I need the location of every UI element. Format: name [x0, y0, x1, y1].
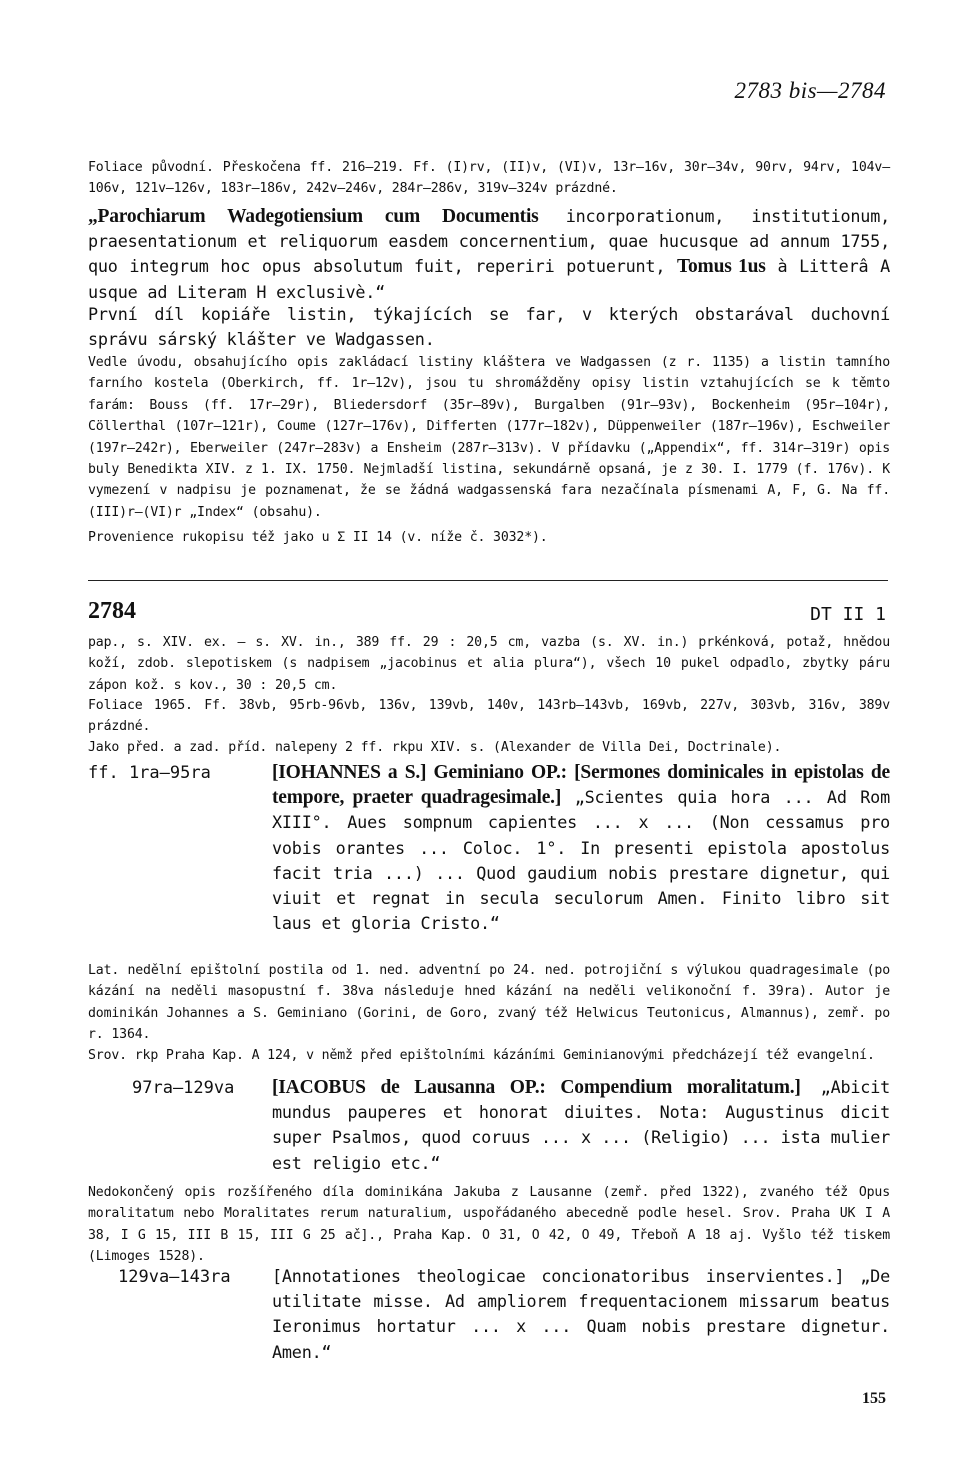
item-content — [272, 1075, 890, 1176]
item-title: [IACOBUS de Lausanna OP.: Compendium moralitatum.] — [272, 1077, 801, 1098]
title-2783 — [88, 204, 890, 305]
shelfmark: DT II 1 — [810, 604, 886, 625]
title-bold-2783: „Parochiarum Wadegotiensium cum Documentis — [88, 206, 539, 227]
section-divider — [88, 580, 888, 581]
item-content — [272, 1264, 890, 1365]
item-note: Nedokončený opis rozšířeného díla dominikána Jakuba z Lausanne (zemř. před 1322), zvaného též Opus moralitatum nebo Moralitates rerum naturalium, uspořádaného abecedně podle hesel. Srov. Praha UK I A 38, I G 15, III B 15, III G 25 ač]., Praha Kap. O 31, O 42, O 49, Třeboň A 18 aj. Vyšlo též tiskem (Limoges 1528). — [88, 1185, 890, 1265]
page-number: 155 — [862, 1390, 886, 1407]
item-text: „Abicit mundus pauperes et honorat diuites. Nota: Augustinus dicit super Psalmos, quod coruus ... x ... (Religio) ... ista mulier est religio etc.“ — [272, 1077, 890, 1173]
title-end-2783: à Litterâ A usque ad Literam H exclusivè.“ — [88, 256, 891, 302]
item-text: [Annotationes theologicae concionatoribus inservientes.] „De utilitate misse. Ad ampliorem frequentacionem missarum beatus Ieronimus hortatur ... x ... Quam nobis prestare dignetur. Amen.“ — [272, 1266, 890, 1362]
item-note: Lat. nedělní epištolní postila od 1. ned. adventní po 24. ned. potrojiční s výlukou quadragesimale (po kázání na neděli masopustní f. 38va následuje hned kázání na neděli velikonoční f. 39ra). Autor je dominikán Johannes a S. Geminiano (Gorini, de Goro, zvaný též Helwicus Teutonicus, Almannus), zemř. po r. 1364. — [88, 963, 890, 1043]
item-title: [IOHANNES a S.] Geminiano OP.: [Sermones dominicales in epistolas de tempore, praeter quadragesimale.] — [272, 762, 890, 809]
entry-number: 2784 — [88, 598, 136, 624]
running-head: 2783 bis—2784 — [734, 78, 886, 103]
folio-range: 129va—143ra — [118, 1267, 231, 1287]
item-note: Srov. rkp Praha Kap. A 124, v němž před epištolními kázáními Geminianovými předcházejí též evangelní. — [88, 1048, 875, 1063]
foliation-note-2783: Foliace původní. Přeskočena ff. 216—219. Ff. (I)rv, (II)v, (VI)v, 13r—16v, 30r—34v, 90rv, 94rv, 104v—106v, 121v—126v, 183r—186v, 242v—246v, 284r—286v, 319v—324v prázdné. — [88, 160, 890, 197]
czech-description-2783: První díl kopiáře listin, týkajících se far, v kterých obstarával duchovní správu sárský klášter ve Wadgassen. — [88, 304, 890, 350]
content-note-2783: Vedle úvodu, obsahujícího opis zakládací listiny kláštera ve Wadgassen (z r. 1135) a listin tamního farního kostela (Oberkirch, ff. 1r—12v), jsou tu shromážděny opisy listin vztahujících se k těmto farám: Bouss (ff. 17r—29r), Bliedersdorf (35r—89v), Burgalben (91r—93v), Bockenheim (95r—104r), Cöllerthal (107r—121r), Coume (127r—176v), Differten (177r—182v), Düppenweiler (187r—196v), Eschweiler (197r—242r), Eberweiler (247r—283v) a Ensheim (287r—313v). V přídavku („Appendix“, ff. 314r—319r) opis buly Benedikta XIV. z 1. IX. 1750. Nejmladší listina, sekundárně opsaná, je z 30. I. 1779 (f. 176v). K vymezení v nadpisu je poznamenat, že se žádná wadgassenská fara nezačínala písmenami A, F, G. Na ff. (III)r—(VI)r „Index“ (obsahu). — [88, 355, 890, 520]
flyleaf-note: Jako před. a zad. příd. nalepeny 2 ff. rkpu XIV. s. (Alexander de Villa Dei, Doctrinale). — [88, 740, 782, 755]
item-text: „Scientes quia hora ... Ad Rom XIII°. Aues sompnum capientes ... x ... (Non cessamus pro vobis orantes ... Coloc. 1°. In presenti epistola apostolus facit tria ...) ... Quod gaudium nobis prestare dignetur, qui viuit et regnat in secula seculorum Amen. Finito libro sit laus et gloria Cristo.“ — [272, 787, 890, 934]
provenance-2783: Provenience rukopisu též jako u Σ II 14 (v. níže č. 3032*). — [88, 530, 548, 545]
item-content — [272, 760, 890, 936]
tomus-2783: Tomus 1us — [676, 256, 766, 278]
physical-description: pap., s. XIV. ex. — s. XV. in., 389 ff. 29 : 20,5 cm, vazba (s. XV. in.) prkénková, potaž, hnědou koží, zdob. slepotiskem (s nadpisem „jacobinus et alia plura“), všech 10 pukel odpadlo, zbytky páru zápon kož. s kov., 30 : 20,5 cm. — [88, 635, 890, 693]
folio-range: 97ra—129va — [132, 1078, 235, 1098]
title-rest-2783: incorporationum, institutionum, praesentationum et reliquorum easdem concernentium, quae hucusque ad annum 1755, quo integrum hoc opus absolutum fuit, reperiri potuerunt, — [88, 206, 891, 277]
foliation-2784: Foliace 1965. Ff. 38vb, 95rb-96vb, 136v, 139vb, 140v, 143rb—143vb, 169vb, 227v, 303vb, 316v, 389v prázdné. — [88, 698, 890, 735]
folio-range: ff. 1ra—95ra — [88, 763, 211, 783]
